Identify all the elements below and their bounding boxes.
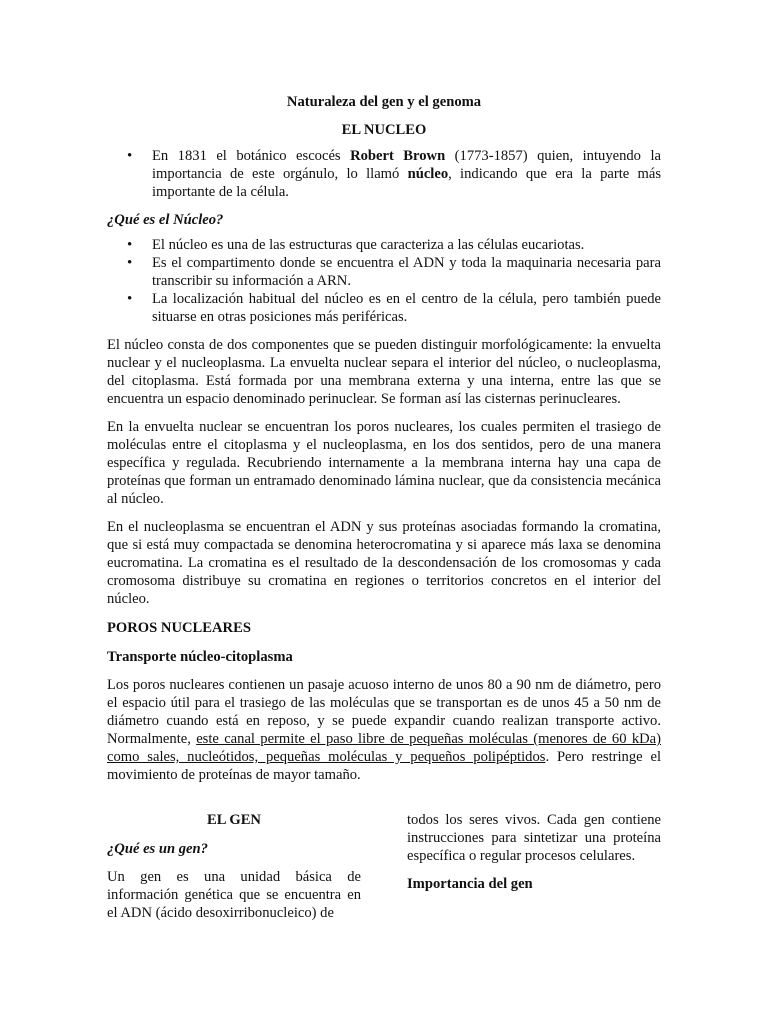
right-column — [407, 811, 661, 922]
heading-que-es-nucleo: ¿Qué es el Núcleo? — [107, 212, 224, 228]
transporte-text-start: Los poros nucleares contienen un pasaje acuoso interno de unos 80 a 90 nm de diámetro, pero el espacio útil para el trasiego de las moléculas que se transportan es de unos 45 a 50 nm de diámetro cuando está en reposo, y se puede expandir cuando realizan transporte activo. Normalmente, — [107, 677, 661, 747]
section-title-nucleo: EL NUCLEO — [341, 122, 427, 138]
intro-text-mid: (1773-1857) quien, intuyendo la importancia de este orgánulo, lo llamó — [152, 148, 661, 182]
two-column-section — [107, 811, 661, 922]
paragraph-gen-left: Un gen es una unidad básica de información genética que se encuentra en el ADN (ácido desoxirribonucleico) de — [107, 869, 361, 921]
nucleo-bullet-1: • El núcleo es una de las estructuras que caracteriza a las células eucariotas. — [107, 236, 661, 254]
paragraph-envuelta: El núcleo consta de dos componentes que se pueden distinguir morfológicamente: la envuelta nuclear y el nucleoplasma. La envuelta nuclear separa el interior del núcleo, o nucleoplasma, del citoplasma. Está formada por una membrana externa y una interna, entre las que se encuentra un espacio denominado perinuclear. Se forman así las cisternas perinucleares. — [107, 337, 661, 407]
main-content — [107, 93, 661, 784]
intro-text-start: En 1831 el botánico escocés — [152, 148, 351, 164]
intro-bold-term: núcleo — [407, 166, 449, 182]
heading-que-es-gen: ¿Qué es un gen? — [107, 841, 208, 857]
nucleo-bullets — [107, 236, 661, 326]
intro-text-end: , indicando que era la parte más importante de la célula. — [152, 166, 661, 200]
paragraph-gen-right: todos los seres vivos. Cada gen contiene instrucciones para sintetizar una proteína específica o regular procesos celulares. — [407, 812, 661, 864]
heading-el-gen: EL GEN — [207, 812, 261, 828]
transporte-text-end: . Pero restringe el movimiento de proteínas de mayor tamaño. — [107, 749, 662, 783]
transporte-underlined: este canal permite el paso libre de pequeñas moléculas (menores de 60 kDa) como sales, nucleótidos, pequeñas moléculas y pequeños polipéptidos — [107, 731, 661, 765]
paragraph-cromatina: En el nucleoplasma se encuentran el ADN y sus proteínas asociadas formando la cromatina, que si está muy compactada se denomina heterocromatina y si aparece más laxa se denomina eucromatina. La cromatina es el resultado de la descondensación de los cromosomas y cada cromosoma distribuye su cromatina en regiones o territorios concretos en el interior del núcleo. — [107, 519, 661, 607]
document-title: Naturaleza del gen y el genoma — [286, 94, 482, 110]
left-column — [107, 811, 361, 922]
heading-importancia-gen: Importancia del gen — [407, 876, 533, 892]
intro-list — [107, 147, 661, 201]
heading-transporte: Transporte núcleo-citoplasma — [107, 649, 293, 665]
intro-bullet — [107, 147, 661, 201]
paragraph-transporte — [107, 676, 661, 784]
nucleo-bullet-2: • Es el compartimento donde se encuentra el ADN y toda la maquinaria necesaria para transcribir su información a ARN. — [107, 254, 661, 290]
nucleo-bullet-3: • La localización habitual del núcleo es en el centro de la célula, pero también puede situarse en otras posiciones más periféricas. — [107, 290, 661, 326]
intro-bold-name: Robert Brown — [350, 148, 446, 164]
paragraph-poros: En la envuelta nuclear se encuentran los poros nucleares, los cuales permiten el trasiego de moléculas entre el citoplasma y el nucleoplasma, en los dos sentidos, pero de una manera específica y regulada. Recubriendo internamente a la membrana interna hay una capa de proteínas que forman un entramado denominado lámina nuclear, que da consistencia mecánica al núcleo. — [107, 419, 661, 507]
heading-poros-nucleares: POROS NUCLEARES — [107, 620, 251, 636]
